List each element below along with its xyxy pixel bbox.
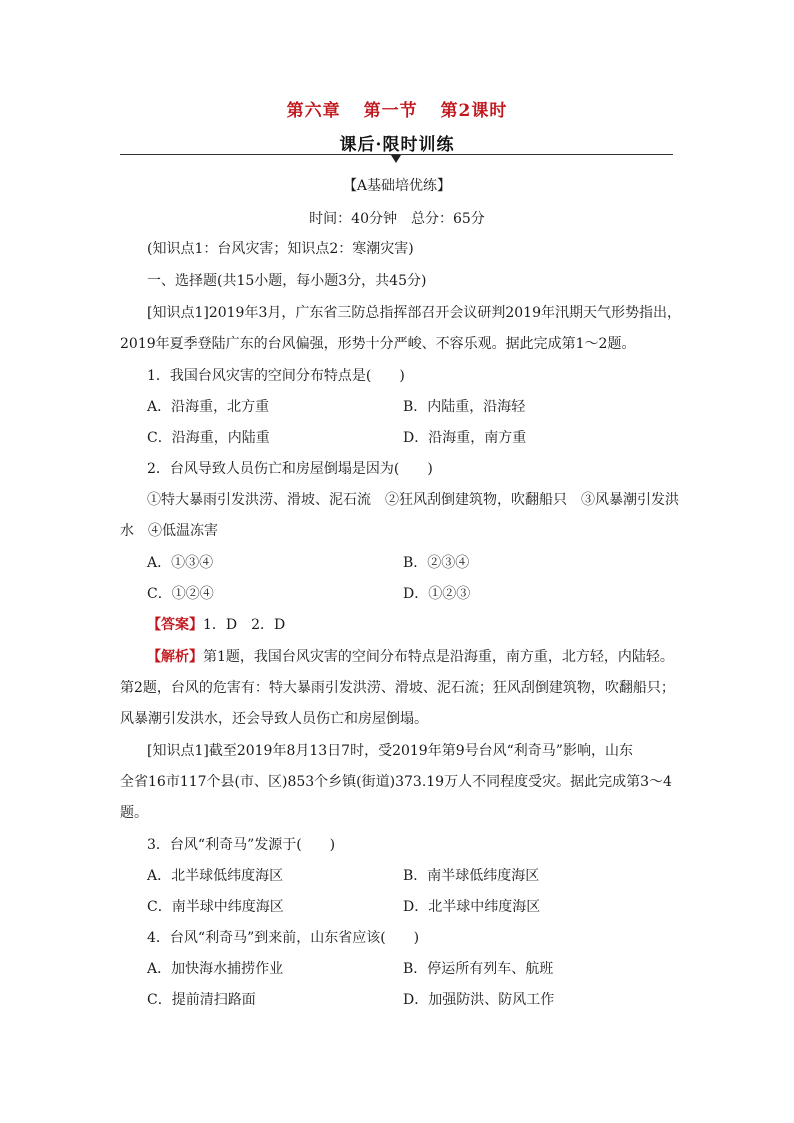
chapter-label: 第六章 <box>286 101 341 121</box>
q2-items-line2: 水 ④低温冻害 <box>120 523 218 539</box>
analysis-line2: 第2题，台风的危害有：特大暴雨引发洪涝、滑坡、泥石流；狂风刮倒建筑物，吹翻船只； <box>120 680 675 696</box>
section-label: 第一节 <box>363 101 418 121</box>
chapter-title <box>0 96 794 121</box>
q3-option-a: A．北半球低纬度海区 <box>147 868 284 884</box>
page-subtitle: 课后·限时训练 <box>339 135 455 155</box>
passage1-line2: 2019年夏季登陆广东的台风偏强，形势十分严峻、不容乐观。据此完成第1～2题。 <box>120 336 636 352</box>
q2-stem: 2．台风导致人员伤亡和房屋倒塌是因为( ) <box>147 461 433 477</box>
q1-option-d: D．沿海重，南方重 <box>403 430 527 446</box>
analysis-line3: 风暴潮引发洪水，还会导致人员伤亡和房屋倒塌。 <box>120 711 428 727</box>
analysis-tag: 【解析】 <box>147 649 203 665</box>
q1-stem: 1．我国台风灾害的空间分布特点是( ) <box>147 368 405 384</box>
q2-option-a: A．①③④ <box>147 555 214 571</box>
q1-option-b: B．内陆重，沿海轻 <box>403 399 526 415</box>
section-label-a: 【A基础培优练】 <box>342 178 452 194</box>
answer-tag: 【答案】 <box>147 617 203 633</box>
q3-option-d: D．北半球中纬度海区 <box>403 899 541 915</box>
q3-option-c: C．南半球中纬度海区 <box>147 899 284 915</box>
part-heading: 一、选择题(共15小题，每小题3分，共45分) <box>147 273 427 289</box>
lesson-label: 第2课时 <box>440 101 508 121</box>
passage2-line3: 题。 <box>120 805 148 821</box>
answer-text: 1．D 2．D <box>203 617 286 633</box>
knowledge-points: (知识点1：台风灾害；知识点2：寒潮灾害) <box>147 241 414 257</box>
q2-option-c: C．①②④ <box>147 586 214 602</box>
passage2-line1: [知识点1]截至2019年8月13日7时，受2019年第9号台风“利奇马”影响，山东 <box>147 743 633 759</box>
passage2-line2: 全省16市117个县(市、区)853个乡镇(街道)373.19万人不同程度受灾。据此完成第3～4 <box>120 774 672 790</box>
analysis-text-1: 第1题，我国台风灾害的空间分布特点是沿海重，南方重，北方轻，内陆轻。 <box>203 649 674 665</box>
q4-option-d: D．加强防洪、防风工作 <box>403 992 555 1008</box>
q3-stem: 3．台风“利奇马”发源于( ) <box>147 837 336 853</box>
q2-option-d: D．①②③ <box>403 586 471 602</box>
q1-option-a: A．沿海重，北方重 <box>147 399 270 415</box>
analysis-line1 <box>147 647 674 667</box>
q2-items-line1: ①特大暴雨引发洪涝、滑坡、泥石流 ②狂风刮倒建筑物，吹翻船只 ③风暴潮引发洪 <box>147 492 679 508</box>
passage1-line1: [知识点1]2019年3月，广东省三防总指挥部召开会议研判2019年汛期天气形势指出， <box>147 305 681 321</box>
triangle-marker-icon <box>391 155 401 163</box>
q4-option-b: B．停运所有列车、航班 <box>403 961 554 977</box>
q3-option-b: B．南半球低纬度海区 <box>403 868 540 884</box>
q4-option-a: A．加快海水捕捞作业 <box>147 961 284 977</box>
time-info: 时间：40分钟 总分：65分 <box>309 211 485 227</box>
answer-line <box>147 615 285 635</box>
q4-stem: 4．台风“利奇马”到来前，山东省应该( ) <box>147 930 420 946</box>
q1-option-c: C．沿海重，内陆重 <box>147 430 270 446</box>
q4-option-c: C．提前清扫路面 <box>147 992 256 1008</box>
q2-option-b: B．②③④ <box>403 555 470 571</box>
